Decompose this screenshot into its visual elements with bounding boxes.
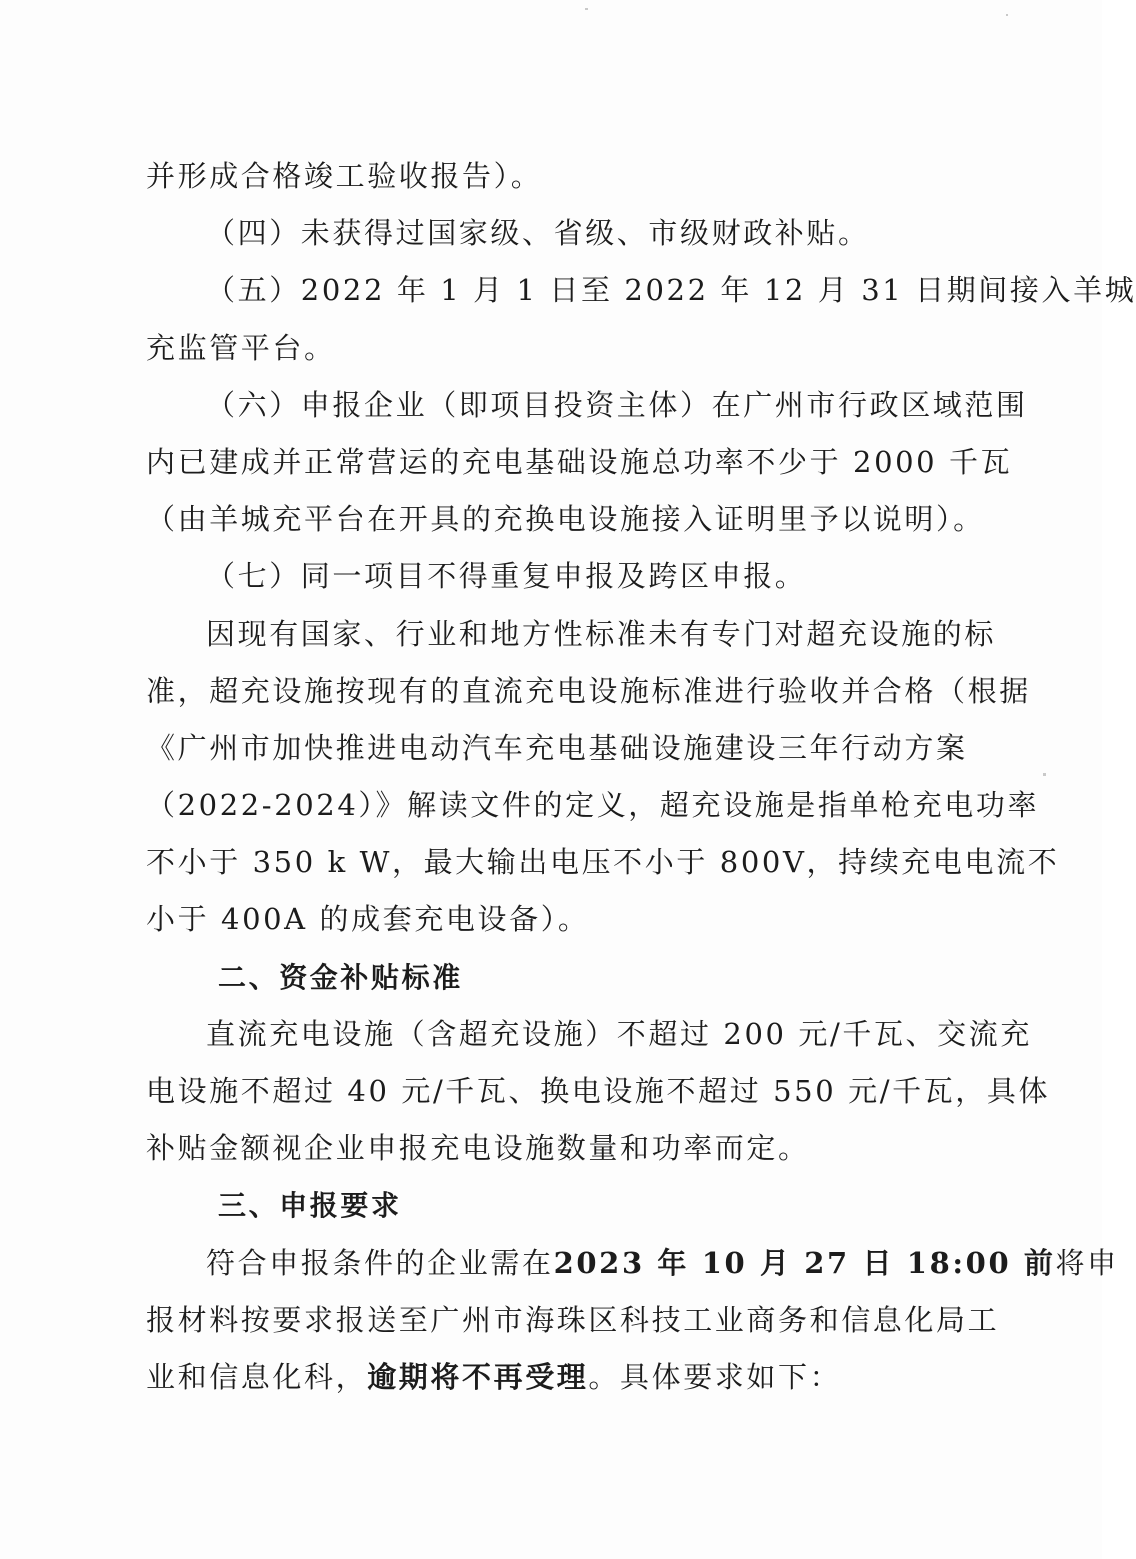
scan-speck (1006, 14, 1008, 16)
text-line: 小于 400A 的成套充电设备）。 (146, 902, 590, 937)
text-line: 电设施不超过 40 元/千瓦、换电设施不超过 550 元/千瓦，具体 (146, 1074, 1051, 1108)
section-heading: 二、资金补贴标准 (218, 960, 463, 994)
scan-speck (585, 8, 588, 10)
text-line: （由羊城充平台在开具的充换电设施接入证明里予以说明）。 (146, 502, 985, 537)
deadline-text: 2023 年 10 月 27 日 18:00 前 (553, 1245, 1056, 1280)
scan-speck (1043, 773, 1046, 776)
text-line: 《广州市加快推进电动汽车充电基础设施建设三年行动方案 (146, 730, 968, 765)
text-line (146, 1235, 1119, 1292)
emphasis-text: 逾期将不再受理 (367, 1359, 589, 1394)
text-segment: 符合申报条件的企业需在 (206, 1245, 554, 1280)
text-line: （四）未获得过国家级、省级、市级财政补贴。 (206, 216, 870, 251)
section-heading: 三、申报要求 (218, 1189, 402, 1223)
text-line: 充监管平台。 (146, 330, 336, 365)
text-line: 并形成合格竣工验收报告）。 (146, 159, 543, 193)
text-segment: 。具体要求如下： (588, 1359, 842, 1394)
text-line: （七）同一项目不得重复申报及跨区申报。 (206, 559, 807, 594)
text-segment: 业和信息化科， (146, 1359, 368, 1394)
text-line: 直流充电设施（含超充设施）不超过 200 元/千瓦、交流充 (206, 1016, 1032, 1051)
text-line: 报材料按要求报送至广州市海珠区科技工业商务和信息化局工 (146, 1302, 1000, 1337)
text-line: 因现有国家、行业和地方性标准未有专门对超充设施的标 (206, 616, 997, 651)
text-line: 不小于 350 k W，最大输出电压不小于 800V，持续充电电流不 (146, 845, 1060, 880)
text-line: （五）2022 年 1 月 1 日至 2022 年 12 月 31 日期间接入羊城 (206, 273, 1136, 308)
text-line: 内已建成并正常营运的充电基础设施总功率不少于 2000 千瓦 (146, 444, 1013, 479)
document-body (146, 148, 1136, 1406)
text-line: （六）申报企业（即项目投资主体）在广州市行政区域范围 (206, 387, 1028, 422)
text-line: （2022-2024）》解读文件的定义，超充设施是指单枪充电功率 (146, 788, 1040, 823)
text-segment: 将申 (1055, 1245, 1119, 1280)
text-line: 补贴金额视企业申报充电设施数量和功率而定。 (146, 1131, 810, 1166)
text-line: 准，超充设施按现有的直流充电设施标准进行验收并合格（根据 (146, 673, 1031, 708)
text-line (146, 1349, 964, 1406)
